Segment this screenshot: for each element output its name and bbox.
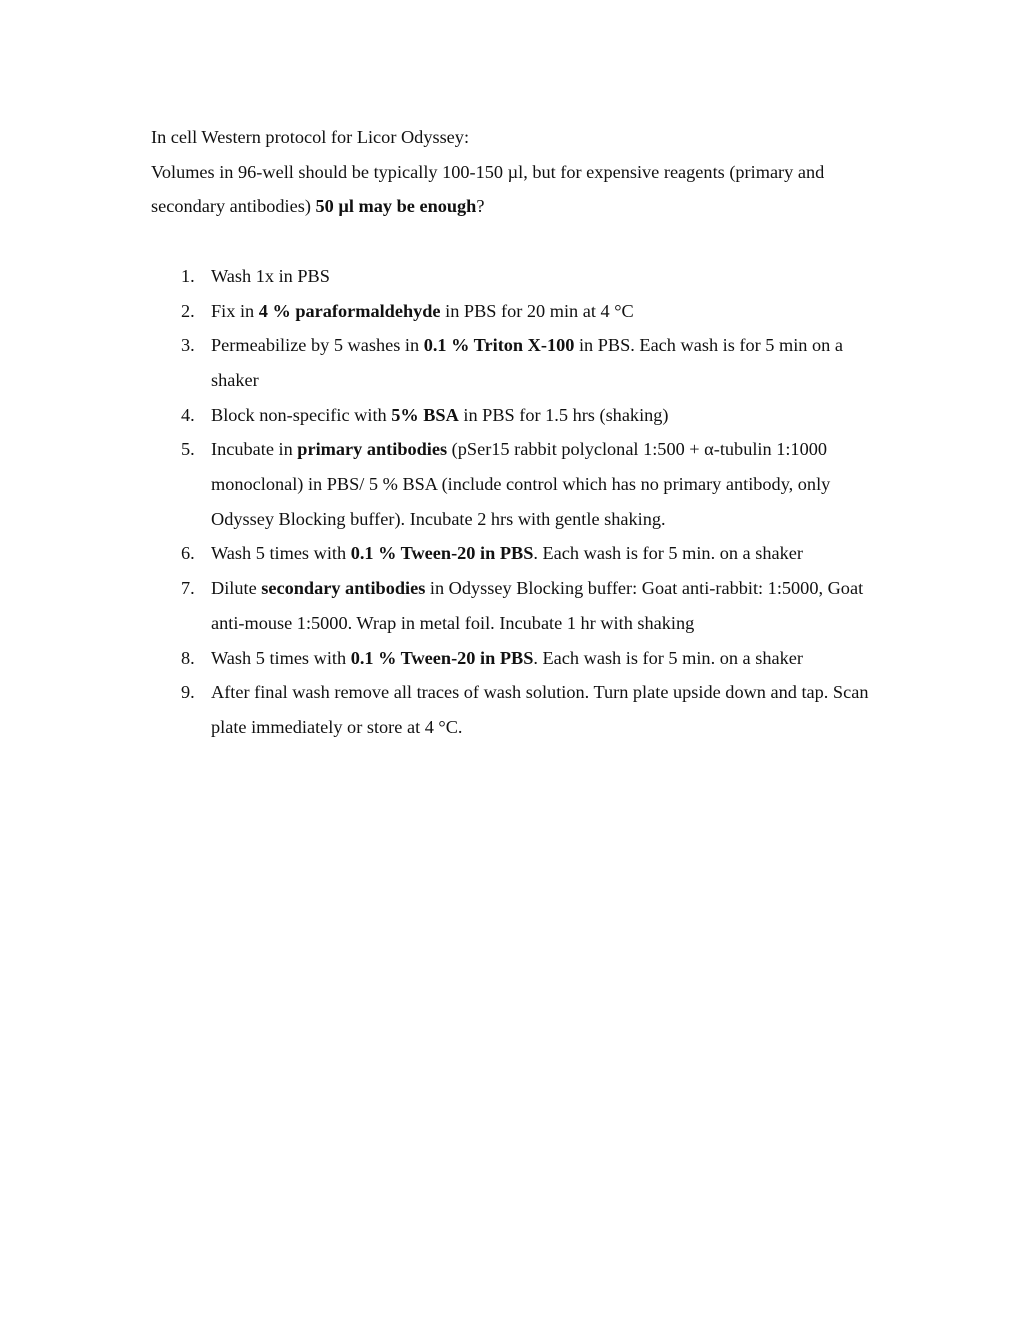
- step-text-end: in PBS for 1.5 hrs (shaking): [458, 404, 669, 425]
- step-number: 6.: [181, 543, 195, 564]
- step-5: [151, 432, 881, 536]
- document-title: In cell Western protocol for Licor Odyssey:: [151, 127, 470, 147]
- step-text-end: in PBS for 20 min at 4 °C: [440, 300, 634, 321]
- step-bold: 5% BSA: [391, 404, 459, 425]
- step-text: Block non-specific with: [211, 404, 392, 425]
- step-number: 7.: [181, 578, 195, 599]
- intro-end: ?: [476, 196, 485, 217]
- step-9: [151, 675, 881, 744]
- step-4: [151, 398, 881, 433]
- step-text-end: in PBS. Each wash is for 5 min on a shaker: [211, 335, 843, 390]
- step-text: Dilute: [211, 578, 262, 599]
- step-number: 8.: [181, 647, 195, 668]
- step-text: Incubate in: [211, 439, 298, 460]
- step-text: Wash 1x in PBS: [211, 265, 330, 286]
- spacer: [151, 224, 881, 259]
- step-bold: primary antibodies: [297, 439, 448, 460]
- step-text: Permeabilize by 5 washes in: [211, 335, 424, 356]
- step-6: [151, 536, 881, 571]
- step-7: [151, 571, 881, 640]
- step-text: Fix in: [211, 300, 259, 321]
- step-bold: 0.1 % Tween-20 in PBS: [350, 647, 534, 668]
- step-text-end: . Each wash is for 5 min. on a shaker: [533, 543, 803, 564]
- intro-section: [151, 120, 881, 224]
- protocol-steps: [151, 259, 881, 745]
- step-text-end: (pSer15 rabbit polyclonal 1:500 + α-tubulin 1:1000 monoclonal) in PBS/ 5 % BSA (include control which has no primary antibody, only Odyssey Blocking buffer). Incubate 2 hrs with gentle shaking.: [211, 439, 831, 529]
- step-text: After final wash remove all traces of wash solution. Turn plate upside down and tap. Scan plate immediately or store at 4 °C.: [211, 682, 869, 737]
- step-8: [151, 641, 881, 676]
- intro-text: Volumes in 96-well should be typically 100-150 µl, but for expensive reagents (primary and secondary antibodies): [151, 161, 825, 217]
- intro-bold: 50 µl may be enough: [315, 196, 477, 217]
- step-number: 9.: [181, 682, 195, 703]
- step-3: [151, 328, 881, 397]
- step-bold: 0.1 % Tween-20 in PBS: [350, 543, 534, 564]
- step-number: 5.: [181, 439, 195, 460]
- step-text-end: in Odyssey Blocking buffer: Goat anti-rabbit: 1:5000, Goat anti-mouse 1:5000. Wrap in metal foil. Incubate 1 hr with shaking: [211, 578, 864, 633]
- document-body: [151, 120, 881, 745]
- step-number: 1.: [181, 265, 195, 286]
- step-bold: 0.1 % Triton X-100: [423, 335, 575, 356]
- step-text: Wash 5 times with: [211, 647, 351, 668]
- step-number: 2.: [181, 300, 195, 321]
- intro-paragraph: [151, 155, 881, 224]
- step-text: Wash 5 times with: [211, 543, 351, 564]
- step-number: 3.: [181, 335, 195, 356]
- step-text-end: . Each wash is for 5 min. on a shaker: [533, 647, 803, 668]
- step-bold: 4 % paraformaldehyde: [258, 300, 441, 321]
- step-number: 4.: [181, 404, 195, 425]
- step-2: [151, 294, 881, 329]
- step-bold: secondary antibodies: [261, 578, 426, 599]
- step-1: [151, 259, 881, 294]
